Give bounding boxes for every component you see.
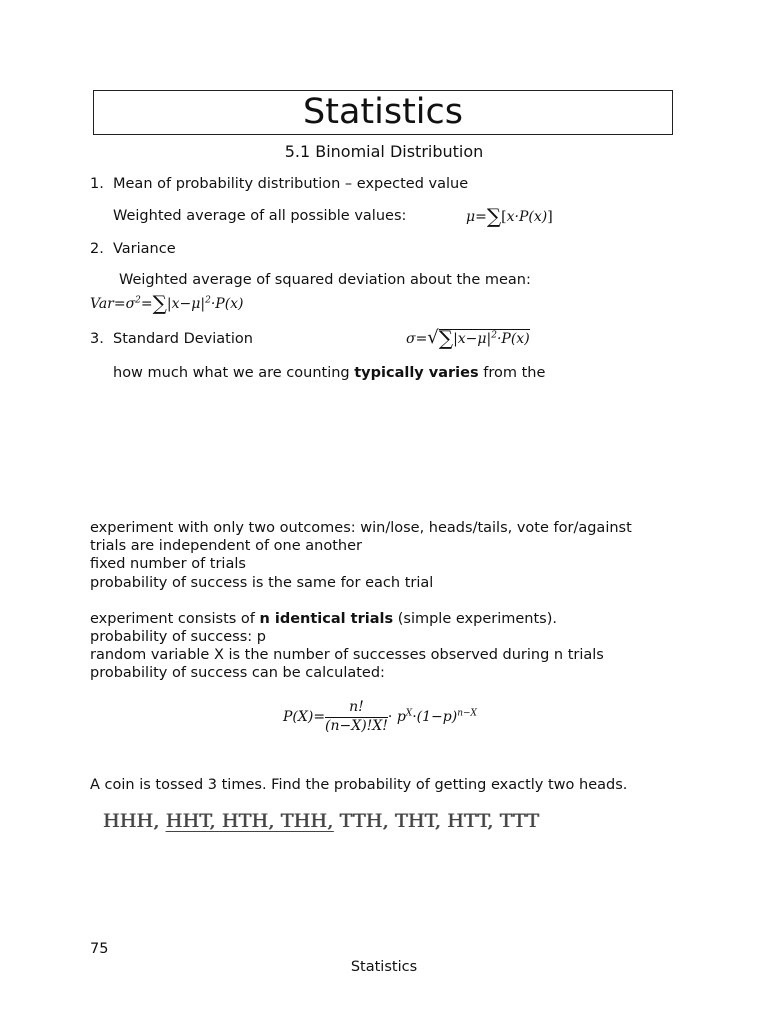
example-question: A coin is tossed 3 times. Find the probability of getting exactly two heads. bbox=[90, 777, 628, 793]
condition-line: trials are independent of one another bbox=[90, 538, 362, 554]
condition-line: probability of success is the same for each trial bbox=[90, 575, 434, 591]
condition-line: fixed number of trials bbox=[90, 556, 246, 572]
item-3-number: 3. bbox=[90, 331, 104, 347]
item-1-number: 1. bbox=[90, 176, 104, 192]
description-line: probability of success: p bbox=[90, 629, 266, 645]
mean-formula: μ=∑[x·P(x)] bbox=[466, 204, 553, 228]
page-number: 75 bbox=[90, 941, 109, 957]
page-title: Statistics bbox=[303, 92, 463, 132]
description-line: probability of success can be calculated: bbox=[90, 665, 385, 681]
description-line: random variable X is the number of successes observed during n trials bbox=[90, 647, 604, 663]
coin-outcomes: HHH, HHT, HTH, THH, TTH, THT, HTT, TTT bbox=[103, 810, 540, 832]
item-2-number: 2. bbox=[90, 241, 104, 257]
title-box bbox=[93, 90, 673, 135]
item-3-label: Standard Deviation bbox=[113, 331, 253, 347]
item-1-label: Mean of probability distribution – expected value bbox=[113, 176, 469, 192]
std-dev-description: how much what we are counting typically varies from the bbox=[113, 365, 546, 381]
section-subtitle: 5.1 Binomial Distribution bbox=[284, 142, 484, 161]
item-1-description: Weighted average of all possible values: bbox=[113, 208, 407, 224]
item-2-description: Weighted average of squared deviation about the mean: bbox=[119, 272, 531, 288]
description-line: experiment consists of n identical trials (simple experiments). bbox=[90, 611, 557, 627]
two-heads-outcomes: HHT, HTH, THH, bbox=[165, 810, 334, 832]
binomial-fraction: $\frac{n!}{(n-X)!X!}$ bbox=[325, 699, 388, 734]
std-dev-formula: $\sigma=√\sum|x-\mu|^2\cdot P(x)$ bbox=[406, 326, 530, 350]
footer-title: Statistics bbox=[350, 959, 418, 975]
item-2-label: Variance bbox=[113, 241, 176, 257]
condition-line: experiment with only two outcomes: win/lose, heads/tails, vote for/against bbox=[90, 520, 632, 536]
binomial-formula: P(X)= $\frac{n!}{(n-X)!X!}$ · $p^X\cdot(1-p)^{n-X}$ bbox=[283, 699, 477, 734]
variance-formula: $Var=\sigma^2=\sum|x-\mu|^2\cdot P(x)$ bbox=[90, 291, 244, 315]
